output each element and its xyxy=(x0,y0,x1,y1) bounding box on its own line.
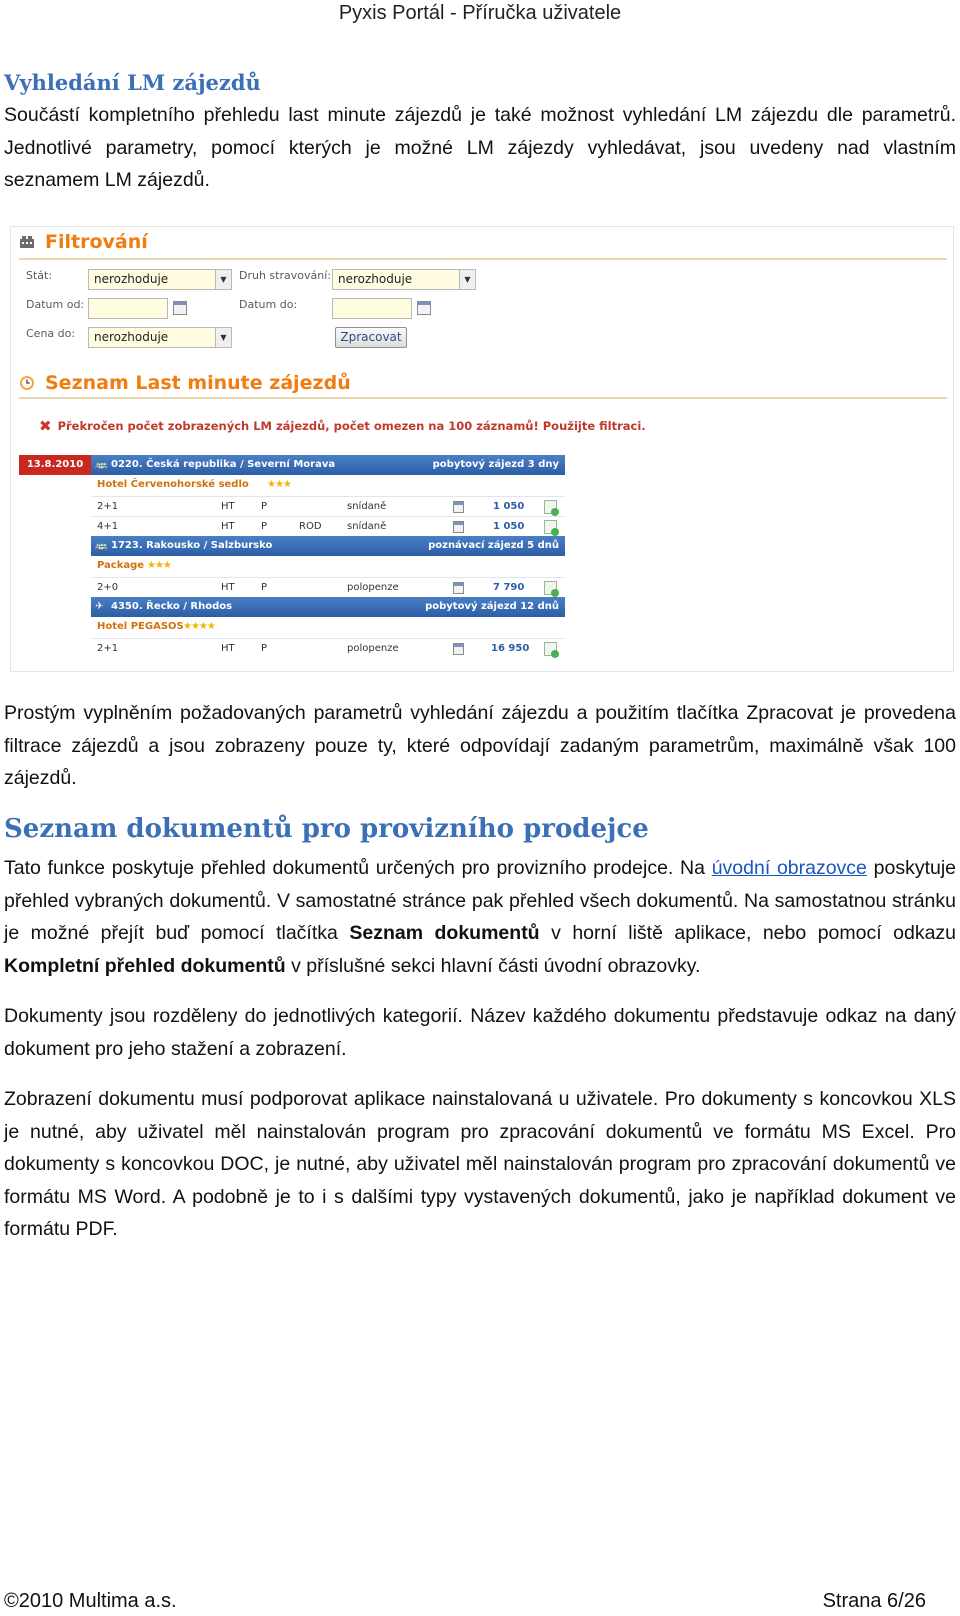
lm-tour-table xyxy=(91,455,565,658)
destination-name: 0220. Česká republika / Severní Morava xyxy=(111,459,336,470)
page-header-title: Pyxis Portál - Příručka uživatele xyxy=(338,2,622,24)
price: 1 050 xyxy=(493,500,525,512)
bus-icon: 🚌 xyxy=(95,540,108,552)
detail-icon[interactable] xyxy=(544,581,557,595)
bold-term: Seznam dokumentů xyxy=(349,922,540,944)
hotel-row[interactable] xyxy=(91,617,565,637)
bold-term: Kompletní přehled dokumentů xyxy=(4,954,286,977)
meal-label: Druh stravování: xyxy=(239,269,331,282)
destination-name: 1723. Rakousko / Salzbursko xyxy=(111,540,273,552)
lm-search-screenshot xyxy=(10,226,954,672)
clock-icon xyxy=(19,375,35,391)
process-button[interactable]: Zpracovat xyxy=(335,327,407,348)
footer-page-number: Strana 6/26 xyxy=(822,1590,926,1612)
error-x-icon: ✖ xyxy=(39,417,52,435)
hotel-row[interactable] xyxy=(91,556,565,576)
col-p: P xyxy=(261,581,268,593)
destination-row[interactable] xyxy=(91,536,565,556)
warning-text: Překročen počet zobrazených LM zájezdů, počet omezen na 100 záznamů! Použijte filtraci. xyxy=(57,419,646,433)
date-to-label: Datum do: xyxy=(239,298,298,311)
calendar-icon[interactable] xyxy=(453,501,464,513)
price-label: Cena do: xyxy=(26,327,76,340)
home-screen-link[interactable]: úvodní obrazovce xyxy=(711,857,867,879)
plane-icon: ✈ xyxy=(95,601,104,613)
hotel-stars: ★★★★ xyxy=(183,621,215,633)
col-extra: ROD xyxy=(299,520,322,532)
meal: snídaně xyxy=(347,520,387,532)
text-run: v horní liště aplikace, nebo pomocí odkazu xyxy=(539,922,957,944)
meal: polopenze xyxy=(347,581,399,593)
room-type: 4+1 xyxy=(97,520,119,532)
price: 7 790 xyxy=(493,581,525,593)
table-row[interactable] xyxy=(91,577,565,597)
list-divider xyxy=(19,397,947,399)
price: 1 050 xyxy=(493,520,525,532)
room-type: 2+1 xyxy=(97,642,119,654)
price: 16 950 xyxy=(491,642,530,654)
room-type: 2+0 xyxy=(97,581,119,593)
documents-paragraph-1 xyxy=(4,852,956,982)
list-panel-title xyxy=(19,372,351,394)
price-select-value: nerozhoduje xyxy=(94,330,169,344)
hotel-name: Package xyxy=(97,560,145,572)
detail-icon[interactable] xyxy=(544,642,557,656)
hotel-stars: ★★★ xyxy=(147,560,171,572)
filter-explanation-paragraph: Prostým vyplněním požadovaných parametrů vyhledání zájezdu a použitím tlačítka Zpracovat je provedena filtrace zájezdů a jsou zobrazeny pouze ty, které odpovídají zadaným parametrům, maximálně však 100 zájezdů. xyxy=(4,702,956,789)
filter-divider xyxy=(19,258,947,260)
calendar-icon[interactable] xyxy=(453,643,464,655)
tour-type: pobytový zájezd 12 dnů xyxy=(425,601,559,613)
meal-select[interactable] xyxy=(332,269,476,290)
col-p: P xyxy=(261,642,268,654)
state-select[interactable] xyxy=(88,269,232,290)
list-title-text: Seznam Last minute zájezdů xyxy=(45,372,351,394)
calendar-icon[interactable] xyxy=(417,301,431,315)
tour-type: poznávací zájezd 5 dnů xyxy=(428,540,559,552)
date-from-input[interactable] xyxy=(88,298,168,319)
section-heading-documents: Seznam dokumentů pro provizního prodejce xyxy=(4,814,649,844)
meal-select-value: nerozhoduje xyxy=(338,272,413,286)
chevron-down-icon: ▼ xyxy=(215,270,231,289)
destination-name: 4350. Řecko / Rhodos xyxy=(111,601,233,613)
chevron-down-icon: ▼ xyxy=(215,328,231,347)
meal: snídaně xyxy=(347,500,387,512)
filter-title-text: Filtrování xyxy=(45,231,148,253)
destination-row[interactable] xyxy=(91,597,565,617)
hotel-row[interactable] xyxy=(91,475,565,495)
col-ht: HT xyxy=(221,500,235,512)
state-select-value: nerozhoduje xyxy=(94,272,169,286)
col-p: P xyxy=(261,520,268,532)
table-row[interactable] xyxy=(91,638,565,658)
calendar-icon[interactable] xyxy=(173,301,187,315)
hotel-stars: ★★★ xyxy=(267,479,291,491)
col-ht: HT xyxy=(221,520,235,532)
hotel-name: Hotel Červenohorské sedlo xyxy=(97,479,249,491)
documents-paragraph-3: Zobrazení dokumentu musí podporovat aplikace nainstalovaná u uživatele. Pro dokumenty s koncovkou XLS je nutné, aby uživatel měl nainstalován program pro zpracování dokumentů ve formátu MS Excel. Pro dokumenty s koncovkou DOC, je nutné, aby uživatel měl nainstalován program pro zpracování dokumentů ve formátu MS Word. A podobně je to i s dalšími typy vystavených dokumentů, jako je například dokument ve formátu PDF. xyxy=(4,1088,956,1240)
calendar-icon[interactable] xyxy=(453,521,464,533)
chevron-down-icon: ▼ xyxy=(459,270,475,289)
text-run: poskytuje přehled vybraných dokumentů. V samostatné stránce pak přehled všech dokumentů. Na samostatnou stránku je možné přejít buď pomocí tlačítka xyxy=(4,857,957,944)
room-type: 2+1 xyxy=(97,500,119,512)
filter-icon xyxy=(19,234,35,250)
tour-type: pobytový zájezd 3 dny xyxy=(432,459,559,470)
footer-copyright: ©2010 Multima a.s. xyxy=(4,1590,177,1612)
calendar-icon[interactable] xyxy=(453,582,464,594)
section-heading-lm-search: Vyhledání LM zájezdů xyxy=(4,70,261,95)
text-run: v příslušné sekci hlavní části úvodní obrazovky. xyxy=(285,954,701,977)
detail-icon[interactable] xyxy=(544,520,557,534)
date-from-label: Datum od: xyxy=(26,298,85,311)
col-ht: HT xyxy=(221,642,235,654)
warning-message xyxy=(39,417,646,435)
table-row[interactable] xyxy=(91,496,565,516)
text-run: Tato funkce poskytuje přehled dokumentů určených pro provizního prodejce. Na xyxy=(4,857,712,879)
date-to-input[interactable] xyxy=(332,298,412,319)
meal: polopenze xyxy=(347,642,399,654)
col-p: P xyxy=(261,500,268,512)
documents-paragraph-2: Dokumenty jsou rozděleny do jednotlivých kategorií. Název každého dokumentu představuje odkaz na daný dokument pro jeho stažení a zobrazení. xyxy=(4,1005,956,1060)
price-select[interactable] xyxy=(88,327,232,348)
bus-icon: 🚌 xyxy=(95,459,108,470)
state-label: Stát: xyxy=(26,269,53,282)
table-row[interactable] xyxy=(91,516,565,536)
date-badge: 13.8.2010 xyxy=(19,455,91,475)
destination-row[interactable] xyxy=(91,455,565,475)
col-ht: HT xyxy=(221,581,235,593)
detail-icon[interactable] xyxy=(544,500,557,514)
filter-panel-title xyxy=(19,231,148,253)
section-intro-paragraph: Součástí kompletního přehledu last minute zájezdů je také možnost vyhledání LM zájezdu dle parametrů. Jednotlivé parametry, pomocí kterých je možné LM zájezdy vyhledávat, jsou uvedeny nad vlastním seznamem LM zájezdů. xyxy=(4,104,956,191)
hotel-name: Hotel PEGASOS xyxy=(97,621,184,633)
